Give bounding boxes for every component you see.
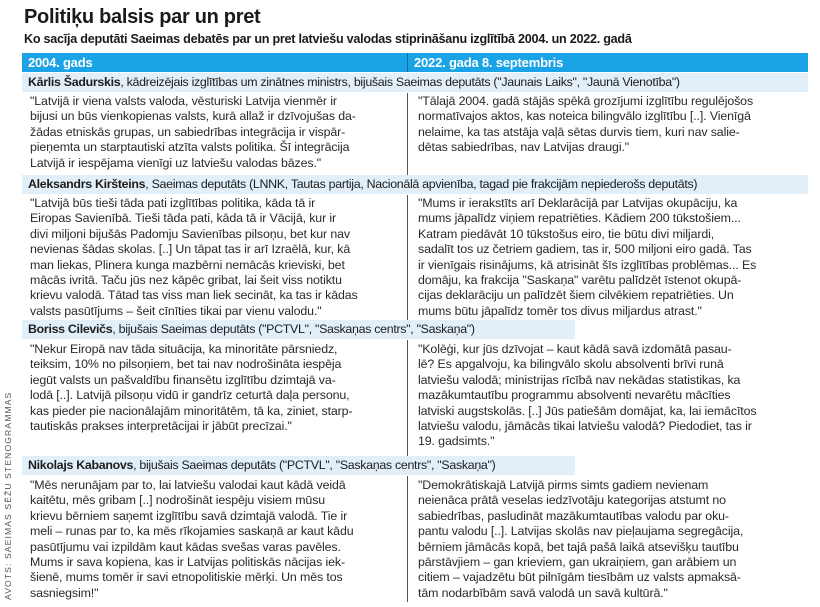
quote-2022: "Tālajā 2004. gadā stājās spēkā grozījumi izglītību regulējošos normatīvajos aktos, kas noteica bilingvālo izglītību [..]. Vienīgā nelaime, ka tas atstāja vaļā sētas durvis tiem, kuri nav salie- dētas sabiedrības, nav Latvijas draugi." xyxy=(418,94,754,155)
speaker-name: Aleksandrs Kiršteins xyxy=(28,177,146,191)
speaker-row xyxy=(22,175,808,194)
speaker-name: Kārlis Šadurskis xyxy=(28,75,121,89)
column-header-2022: 2022. gada 8. septembris xyxy=(414,55,564,70)
quote-2022: "Mums ir ierakstīts arī Deklarācijā par Latvijas okupāciju, ka mums jāpalīdz viņiem repatriēties. Kādiem 200 tūkstošiem... Katram piedāvāt 10 tūkstošus eiro, tie būtu divi miljardi, sadalīt tos uz četriem gadiem, tas ir, 500 miljoni eiro gadā. Tas ir vienīgais risinājums, kā atrisināt šīs izglītības problēmas... Es domāju, ka frakcija "Saskaņa" varētu palīdzēt īstenot okupā- cijas deklarāciju un palīdzēt šiem cilvēkiem repatriēties. Un mums būtu jāpalīdz tomēr tos divus miljardus atrast." xyxy=(418,196,757,318)
column-divider xyxy=(407,93,408,175)
column-divider xyxy=(407,195,408,320)
source-credit: AVOTS: SAEIMAS SĒŽU STENOGRAMMAS xyxy=(3,391,13,600)
page-subtitle: Ko sacīja deputāti Saeimas debatēs par un pret latviešu valodas stiprināšanu izglītībā 2004. un 2022. gadā xyxy=(24,32,632,46)
header-divider xyxy=(407,53,408,72)
quote-2022: "Kolēģi, kur jūs dzīvojat – kaut kādā savā izdomātā pasau- lē? Es apgalvoju, ka bilingvālo skolu absolventi brīvi runā latviešu valodā; ministrijas rīcībā nav nekādas statistikas, ka mazākumtautību programmu absolventi nevarētu mācīties latviski augstskolās. [..] Jūs patiešām domājat, ka, lai iemācītos latviešu valodu, jāmācās tikai latviešu valodā? Piedodiet, tas ir 19. gadsimts." xyxy=(418,342,757,449)
table-header xyxy=(22,53,808,72)
quote-2022: "Demokrātiskajā Latvijā pirms simts gadiem nevienam neienāca prātā veselas iedzīvotāju kategorijas atstumt no sabiedrības, pasludināt mazākumtautības valodu par oku- pantu valodu [..]. Latvijas skolās nav pieļaujama segregācija, bērniem jāmācās kopā, bet tajā pašā laikā atsevišķu tautību pārstāvjiem – gan krieviem, gan ukraiņiem, gan arābiem un citiem – vajadzētu būt pilnīgām tiesībām uz valsts apmaksā- tām nodarbībām savā valodā un savā kultūrā." xyxy=(418,478,744,600)
speaker-name: Boriss Cilevičs xyxy=(28,322,113,336)
quote-2004: "Nekur Eiropā nav tāda situācija, ka minoritāte pārsniedz, teiksim, 10% no pilsoņiem, bet tai nav nodrošināta iespēja iegūt valsts un pašvaldību finansētu izglītību dzimtajā va- lodā [..]. Latvijā pilsoņu vidū ir gandrīz ceturtā daļa personu, kas pieder pie nacionālajām minoritātēm, tā ka, ziniet, starp- tautiskās prakses interpretācijai ir jābūt precīzai." xyxy=(30,342,353,434)
speaker-row xyxy=(22,320,575,339)
speaker-name: Nikolajs Kabanovs xyxy=(28,458,134,472)
quote-2004: "Latvijā būs tieši tāda pati izglītības politika, kāda tā ir Eiropas Savienībā. Tieši tāda pati, kāda tā ir Vācijā, kur ir divi miljoni bijušās Padomju Savienības pilsoņu, bet kur nav nevienas šādas skolas. [..] Un tāpat tas ir arī Izraēlā, kur, kā man liekas, Plinera kunga mazbērni nemācās krieviski, bet mācās ivritā. Taču jūs nez kāpēc gribat, lai šeit viss notiktu krievu valodā. Tātad tas viss man liek secināt, ka tas ir kādas valsts pasūtījums – šeit cīnīties tikai par vienu valodu." xyxy=(30,196,358,318)
speaker-row xyxy=(22,456,575,475)
speaker-role: , bijušais Saeimas deputāts ("PCTVL", "Saskaņas centrs", "Saskaņa") xyxy=(133,458,496,472)
speaker-row xyxy=(22,73,808,92)
speaker-role: , kādreizējais izglītības um zinātnes ministrs, bijušais Saeimas deputāts ("Jaunais Laiks", "Jaunā Vienotība") xyxy=(120,75,680,89)
speaker-role: , Saeimas deputāts (LNNK, Tautas partija, Nacionālā apvienība, tagad pie frakcijām nepiederošs deputāts) xyxy=(145,177,698,191)
page-title: Politiķu balsis par un pret xyxy=(24,6,261,28)
column-divider xyxy=(407,476,408,602)
speaker-role: , bijušais Saeimas deputāts ("PCTVL", "Saskaņas centrs", "Saskaņa") xyxy=(112,322,475,336)
quote-2004: "Mēs nerunājam par to, lai latviešu valodai kaut kādā veidā kaitētu, mēs gribam [..] nodrošināt iespēju visiem mūsu krievu bērniem saņemt izglītību savā dzimtajā valodā. Tie ir meli – runas par to, ka mēs rīkojamies saskaņā ar kaut kādu pasūtījumu vai izpildām kaut kādas svešas varas pavēles. Mums ir sava kopiena, kas ir Latvijas politiskās nācijas iek- šienē, mums tomēr ir savi etnopolitiskie mērķi. Un mēs tos sasniegsim!" xyxy=(30,478,354,600)
quote-2004: "Latvijā ir viena valsts valoda, vēsturiski Latvija vienmēr ir bijusi un būs vienkopienas valsts, kurā allaž ir dzīvojušas da- žādas etniskās grupas, un sabiedrības integrācija ir vispār- pieņemta un starptautiski atzīta valsts politika. Šī integrācija Latvijā ir iespējama vienīgi uz latviešu valodas bāzes." xyxy=(30,94,356,170)
column-divider xyxy=(407,340,408,456)
column-header-2004: 2004. gads xyxy=(28,55,93,70)
